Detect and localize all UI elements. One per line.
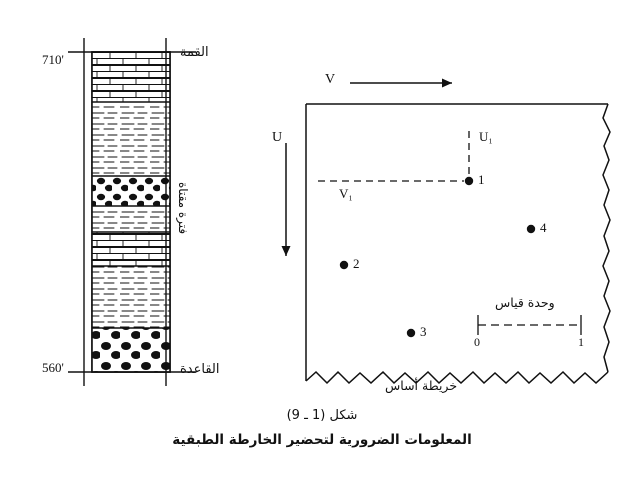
u-axis-label: U	[272, 130, 283, 145]
scale-end-label: 1	[578, 335, 584, 349]
top-elevation-label: 710'	[42, 52, 64, 67]
scale-bar	[478, 315, 581, 335]
bottom-elevation-label: 560'	[42, 360, 64, 375]
well-label-1: 1	[478, 172, 485, 187]
scale-unit-label: وحدة قياس	[495, 295, 555, 310]
column-unit-shale-3	[92, 266, 170, 328]
u-axis-arrowhead	[282, 246, 291, 256]
map-right-ragged-edge	[603, 104, 610, 372]
well-marker-4	[527, 225, 535, 233]
base-map-block	[282, 79, 611, 384]
well-marker-2	[340, 261, 348, 269]
column-unit-shale-1	[92, 102, 170, 176]
column-unit-limestone-2	[92, 232, 170, 266]
column-unit-limestone-1	[92, 52, 170, 102]
column-unit-conglomerate-1	[92, 176, 170, 206]
well-marker-3	[407, 329, 415, 337]
column-bottom-label: القاعدة	[180, 362, 220, 377]
column-unit-conglomerate-2	[92, 328, 170, 372]
well-marker-1	[465, 177, 473, 185]
column-side-label: فترة مقتاة	[176, 182, 190, 235]
v1-label: V₁	[339, 186, 353, 201]
well-label-4: 4	[540, 220, 547, 235]
figure-caption: المعلومات الضرورية لتحضير الخارطة الطبقية	[172, 432, 472, 448]
v-axis-arrowhead	[442, 79, 452, 88]
u1-label: U₁	[479, 129, 493, 144]
base-map-label: خريطة أساس	[385, 378, 458, 393]
v-axis-label: V	[325, 72, 336, 87]
figure-number: شكل (1 ـ 9)	[286, 408, 358, 423]
well-label-3: 3	[420, 324, 427, 339]
column-top-label: القمة	[180, 45, 209, 60]
scale-start-label: 0	[474, 335, 480, 349]
column-unit-shale-2	[92, 206, 170, 232]
well-label-2: 2	[353, 256, 360, 271]
